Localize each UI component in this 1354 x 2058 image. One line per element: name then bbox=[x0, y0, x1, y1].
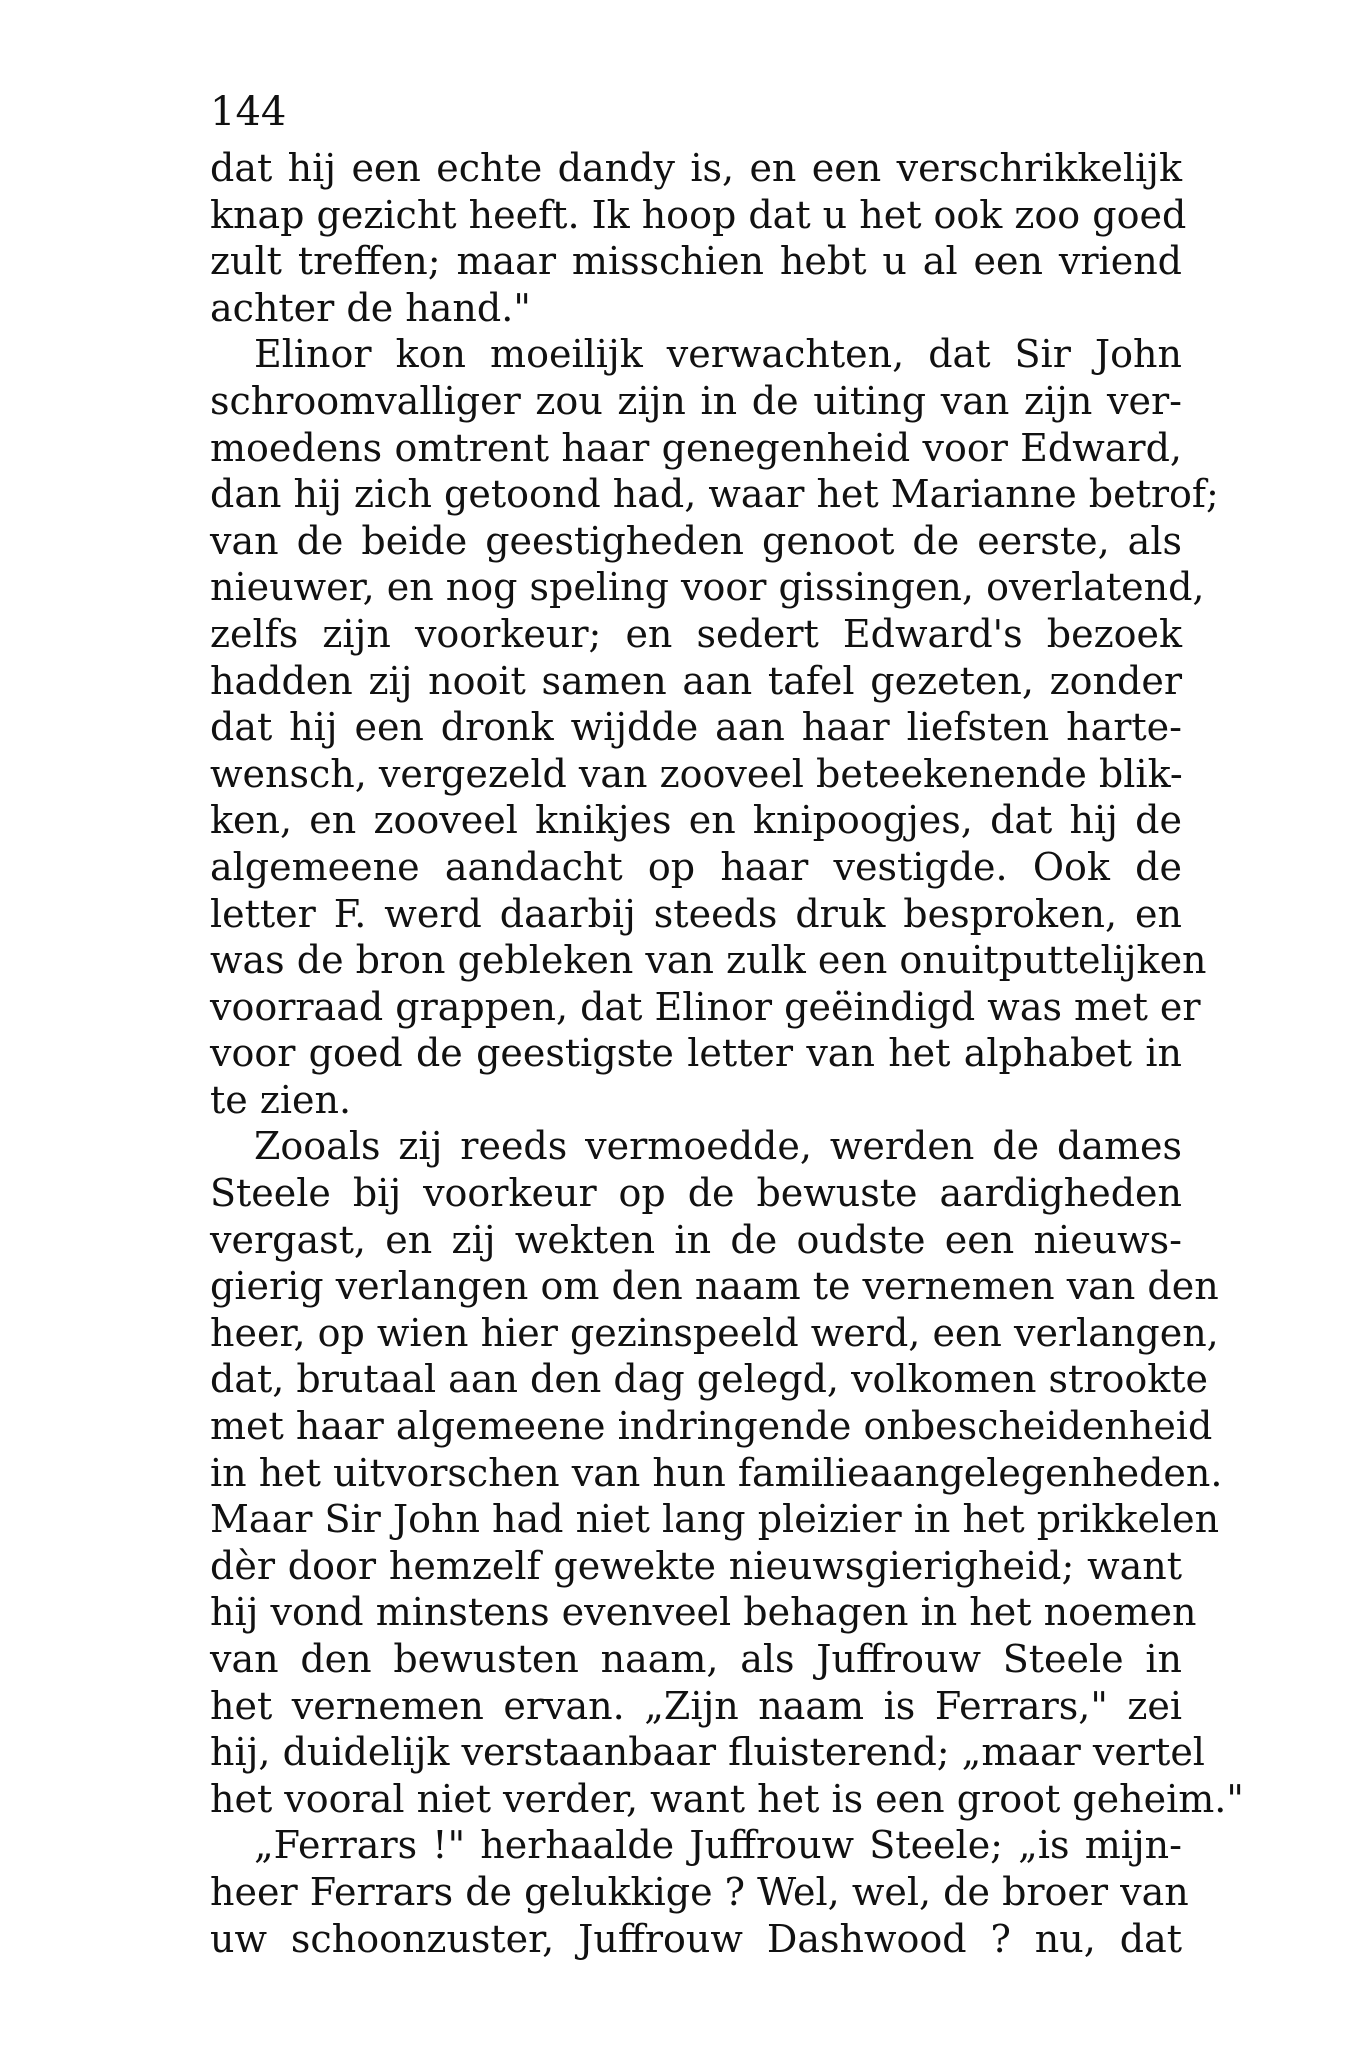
text-line: achter de hand." bbox=[210, 285, 531, 330]
text-line: heer, op wien hier gezinspeeld werd, een verlangen, bbox=[210, 1310, 1219, 1355]
text-line: hij vond minstens evenveel behagen in het noemen bbox=[210, 1590, 1197, 1635]
text-line: Elinor kon moeilijk verwachten, dat Sir John bbox=[254, 332, 1182, 377]
text-line: letter F. werd daarbij steeds druk besproken, en bbox=[210, 891, 1182, 936]
text-line: in het uitvorschen van hun familieaangelegenheden. bbox=[210, 1450, 1223, 1495]
text-line: wensch, vergezeld van zooveel beteekenende blik- bbox=[210, 751, 1183, 796]
text-line: dat hij een dronk wijdde aan haar liefsten harte- bbox=[210, 705, 1182, 750]
text-line: knap gezicht heeft. Ik hoop dat u het ook zoo goed bbox=[210, 192, 1187, 237]
page-number: 144 bbox=[210, 89, 287, 135]
text-line: zult treffen; maar misschien hebt u al een vriend bbox=[210, 239, 1182, 284]
text-line: voorraad grappen, dat Elinor geëindigd was met er bbox=[210, 984, 1201, 1029]
text-line: algemeene aandacht op haar vestigde. Ook de bbox=[210, 844, 1182, 889]
text-line: nieuwer, en nog speling voor gissingen, overlatend, bbox=[210, 565, 1205, 610]
body-text bbox=[210, 145, 1244, 1962]
text-line: het vooral niet verder, want het is een groot geheim." bbox=[210, 1776, 1244, 1821]
text-line: van den bewusten naam, als Juffrouw Steele in bbox=[210, 1637, 1182, 1681]
text-line: „Ferrars !" herhaalde Juffrouw Steele; „is mijn- bbox=[254, 1823, 1182, 1868]
text-line: voor goed de geestigste letter van het alphabet in bbox=[210, 1031, 1182, 1076]
text-line: schroomvalliger zou zijn in de uiting van zijn ver- bbox=[210, 378, 1182, 423]
text-line: zelfs zijn voorkeur; en sedert Edward's bezoek bbox=[210, 611, 1182, 656]
text-line: was de bron gebleken van zulk een onuitputtelijken bbox=[210, 938, 1207, 983]
text-line: uw schoonzuster, Juffrouw Dashwood ? nu, dat bbox=[210, 1916, 1182, 1961]
text-line: het vernemen ervan. „Zijn naam is Ferrars," zei bbox=[210, 1683, 1182, 1728]
text-line: gierig verlangen om den naam te vernemen van den bbox=[210, 1264, 1219, 1309]
text-line: dèr door hemzelf gewekte nieuwsgierigheid; want bbox=[210, 1543, 1182, 1588]
text-line: dat hij een echte dandy is, en een verschrikkelijk bbox=[210, 146, 1182, 190]
text-line: hadden zij nooit samen aan tafel gezeten, zonder bbox=[210, 658, 1182, 703]
text-line: heer Ferrars de gelukkige ? Wel, wel, de broer van bbox=[210, 1869, 1189, 1914]
text-line: ken, en zooveel knikjes en knipoogjes, dat hij de bbox=[210, 798, 1182, 843]
text-line: Steele bij voorkeur op de bewuste aardigheden bbox=[210, 1171, 1182, 1216]
text-line: Maar Sir John had niet lang pleizier in het prikkelen bbox=[210, 1497, 1220, 1542]
text-line: Zooals zij reeds vermoedde, werden de dames bbox=[254, 1124, 1182, 1169]
text-line: te zien. bbox=[210, 1077, 352, 1122]
text-line: van de beide geestigheden genoot de eerste, als bbox=[210, 518, 1182, 563]
text-line: met haar algemeene indringende onbescheidenheid bbox=[210, 1404, 1213, 1449]
text-line: moedens omtrent haar genegenheid voor Edward, bbox=[210, 425, 1182, 470]
text-line: dat, brutaal aan den dag gelegd, volkomen strookte bbox=[210, 1357, 1209, 1402]
text-line: dan hij zich getoond had, waar het Marianne betrof; bbox=[210, 472, 1219, 517]
text-line: vergast, en zij wekten in de oudste een nieuws- bbox=[210, 1217, 1182, 1262]
text-line: hij, duidelijk verstaanbaar fluisterend; „maar vertel bbox=[210, 1730, 1205, 1775]
